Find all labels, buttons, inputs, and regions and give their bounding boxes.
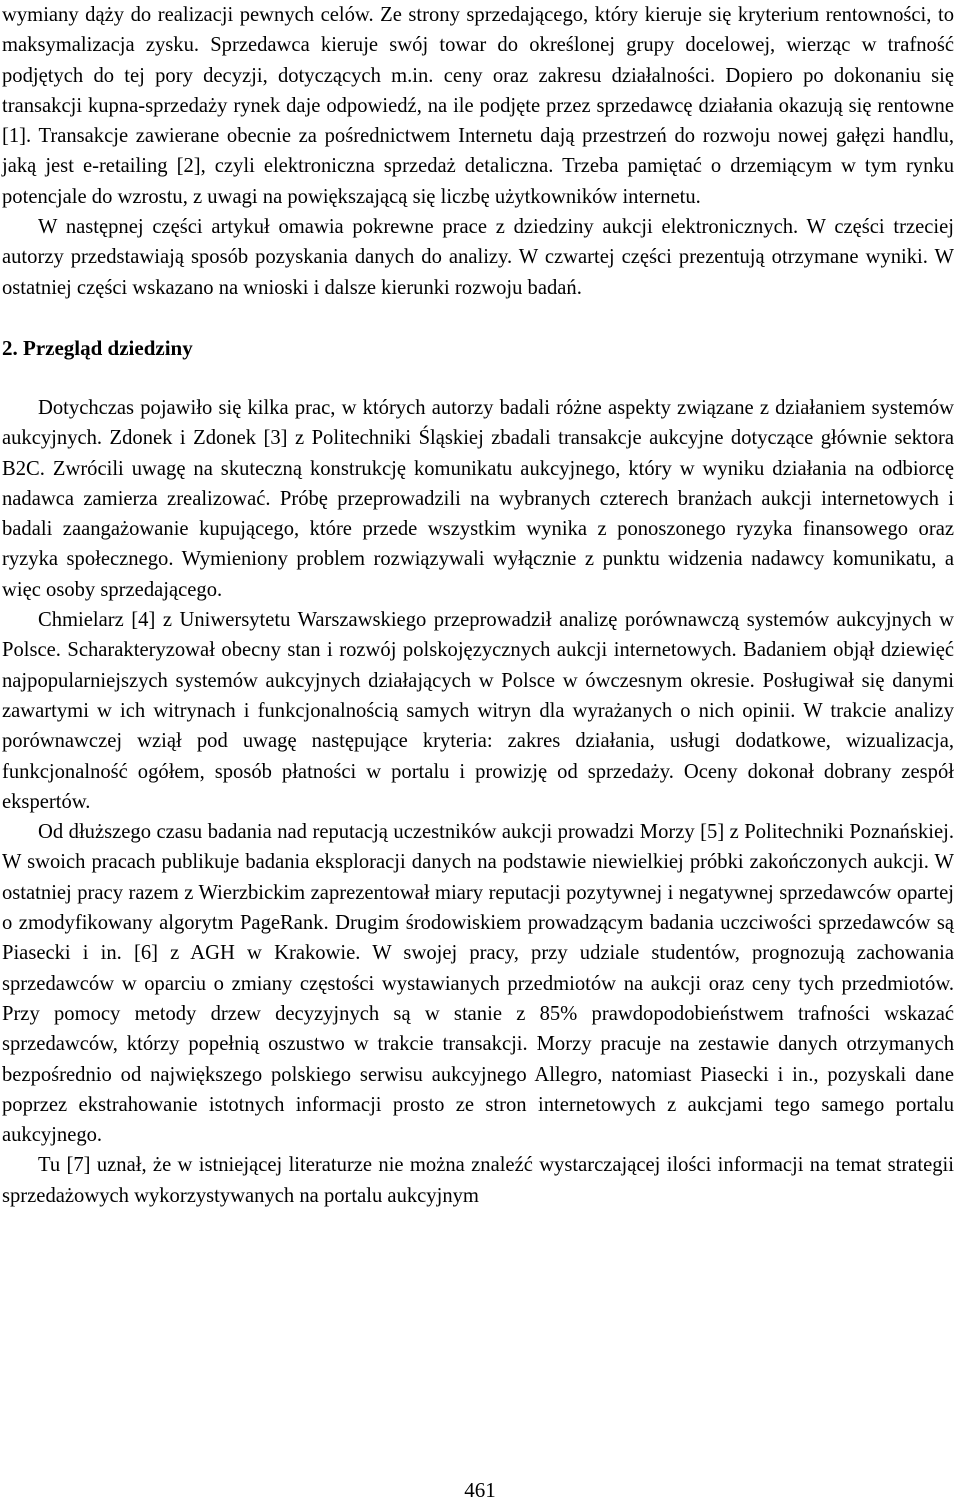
- section-paragraph-1: Dotychczas pojawiło się kilka prac, w których autorzy badali różne aspekty związane z działaniem systemów aukcyjnych. Zdonek i Zdonek [3] z Politechniki Śląskiej zbadali transakcje aukcyjne dotyczące głównie sektora B2C. Zwrócili uwagę na skuteczną konstrukcję komunikatu aukcyjnego, który w wyniku działania na odbiorcę nadawca zamierza zrealizować. Próbę przeprowadzili na wybranych czterech branżach aukcji internetowych i badali zaangażowanie kupującego, które przede wszystkim wynika z ponoszonego ryzyka finansowego oraz ryzyka społecznego. Wymieniony problem rozwiązywali wyłącznie z punktu widzenia nadawcy komunikatu, a więc osoby sprzedającego.: [2, 396, 954, 601]
- intro-paragraph-2: W następnej części artykuł omawia pokrewne prace z dziedziny aukcji elektronicznych. W części trzeciej autorzy przedstawiają sposób pozyskania danych do analizy. W czwartej części prezentują otrzymane wyniki. W ostatniej części wskazano na wnioski i dalsze kierunki rozwoju badań.: [2, 216, 954, 299]
- section-paragraph-4: Tu [7] uznał, że w istniejącej literaturze nie można znaleźć wystarczającej ilości informacji na temat strategii sprzedażowych wykorzystywanych na portalu aukcyjnym: [2, 1154, 954, 1207]
- section-paragraph-3: Od dłuższego czasu badania nad reputacją uczestników aukcji prowadzi Morzy [5] z Politechniki Poznańskiej. W swoich pracach publikuje badania eksploracji danych na podstawie niewielkiej próbki zakończonych aukcji. W ostatniej pracy razem z Wierzbickim zaprezentował miary reputacji pozytywnej i negatywnej sprzedawców opartej o zmodyfikowany algorytm PageRank. Drugim środowiskiem prowadzącym badania uczciwości sprzedawców są Piasecki i in. [6] z AGH w Krakowie. W swojej pracy, przy udziale studentów, prognozują zachowania sprzedawców w oparciu o zmiany częstości wystawianych przedmiotów na aukcji oraz ceny tych przedmiotów. Przy pomocy metody drzew decyzyjnych są w stanie z 85% prawdopodobieństwem trafności wskazać sprzedawców, którzy popełnią oszustwo w trakcie transakcji. Morzy pracuje na zestawie danych otrzymanych bezpośrednio od największego polskiego serwisu aukcyjnego Allegro, natomiast Piasecki i in., pozyskali dane poprzez ekstrahowanie istotnych informacji prosto ze stron internetowych z aukcjami tego samego portalu aukcyjnego.: [2, 821, 954, 1147]
- document-page: [2, 0, 954, 1211]
- section-heading: 2. Przegląd dziedziny: [2, 335, 193, 360]
- section-paragraph-2: Chmielarz [4] z Uniwersytetu Warszawskiego przeprowadził analizę porównawczą systemów aukcyjnych w Polsce. Scharakteryzował obecny stan i rozwój polskojęzycznych aukcji internetowych. Badaniem objął dziewięć najpopularniejszych systemów aukcyjnych działających w Polsce w ówczesnym okresie. Posługiwał się danymi zawartymi w ich witrynach i funkcjonalnością samych witryn dla wyrażanych o nich opinii. W trakcie analizy porównawczej wziął pod uwagę następujące kryteria: zakres działania, usługi dodatkowe, wizualizacja, funkcjonalność ogółem, sposób płatności w portalu i prowizję od sprzedaży. Oceny dokonał dobrany zespół ekspertów.: [2, 609, 954, 813]
- intro-paragraph-1: wymiany dąży do realizacji pewnych celów. Ze strony sprzedającego, który kieruje się kryterium rentowności, to maksymalizacja zysku. Sprzedawca kieruje swój towar do określonej grupy docelowej, wierząc w trafność podjętych do tej pory decyzji, dotyczących m.in. ceny oraz zakresu działalności. Dopiero po dokonaniu się transakcji kupna-sprzedaży rynek daje odpowiedź, na ile podjęte przez sprzedawcę działania okazują się rentowne [1]. Transakcje zawierane obecnie za pośrednictwem Internetu dają przestrzeń do rozwoju nowej gałęzi handlu, jaką jest e-retailing [2], czyli elektroniczna sprzedaż detaliczna. Trzeba pamiętać o drzemiącym w tym rynku potencjale do wzrostu, z uwagi na powiększającą się liczbę użytkowników internetu.: [2, 4, 954, 208]
- page-number: 461: [464, 1478, 496, 1502]
